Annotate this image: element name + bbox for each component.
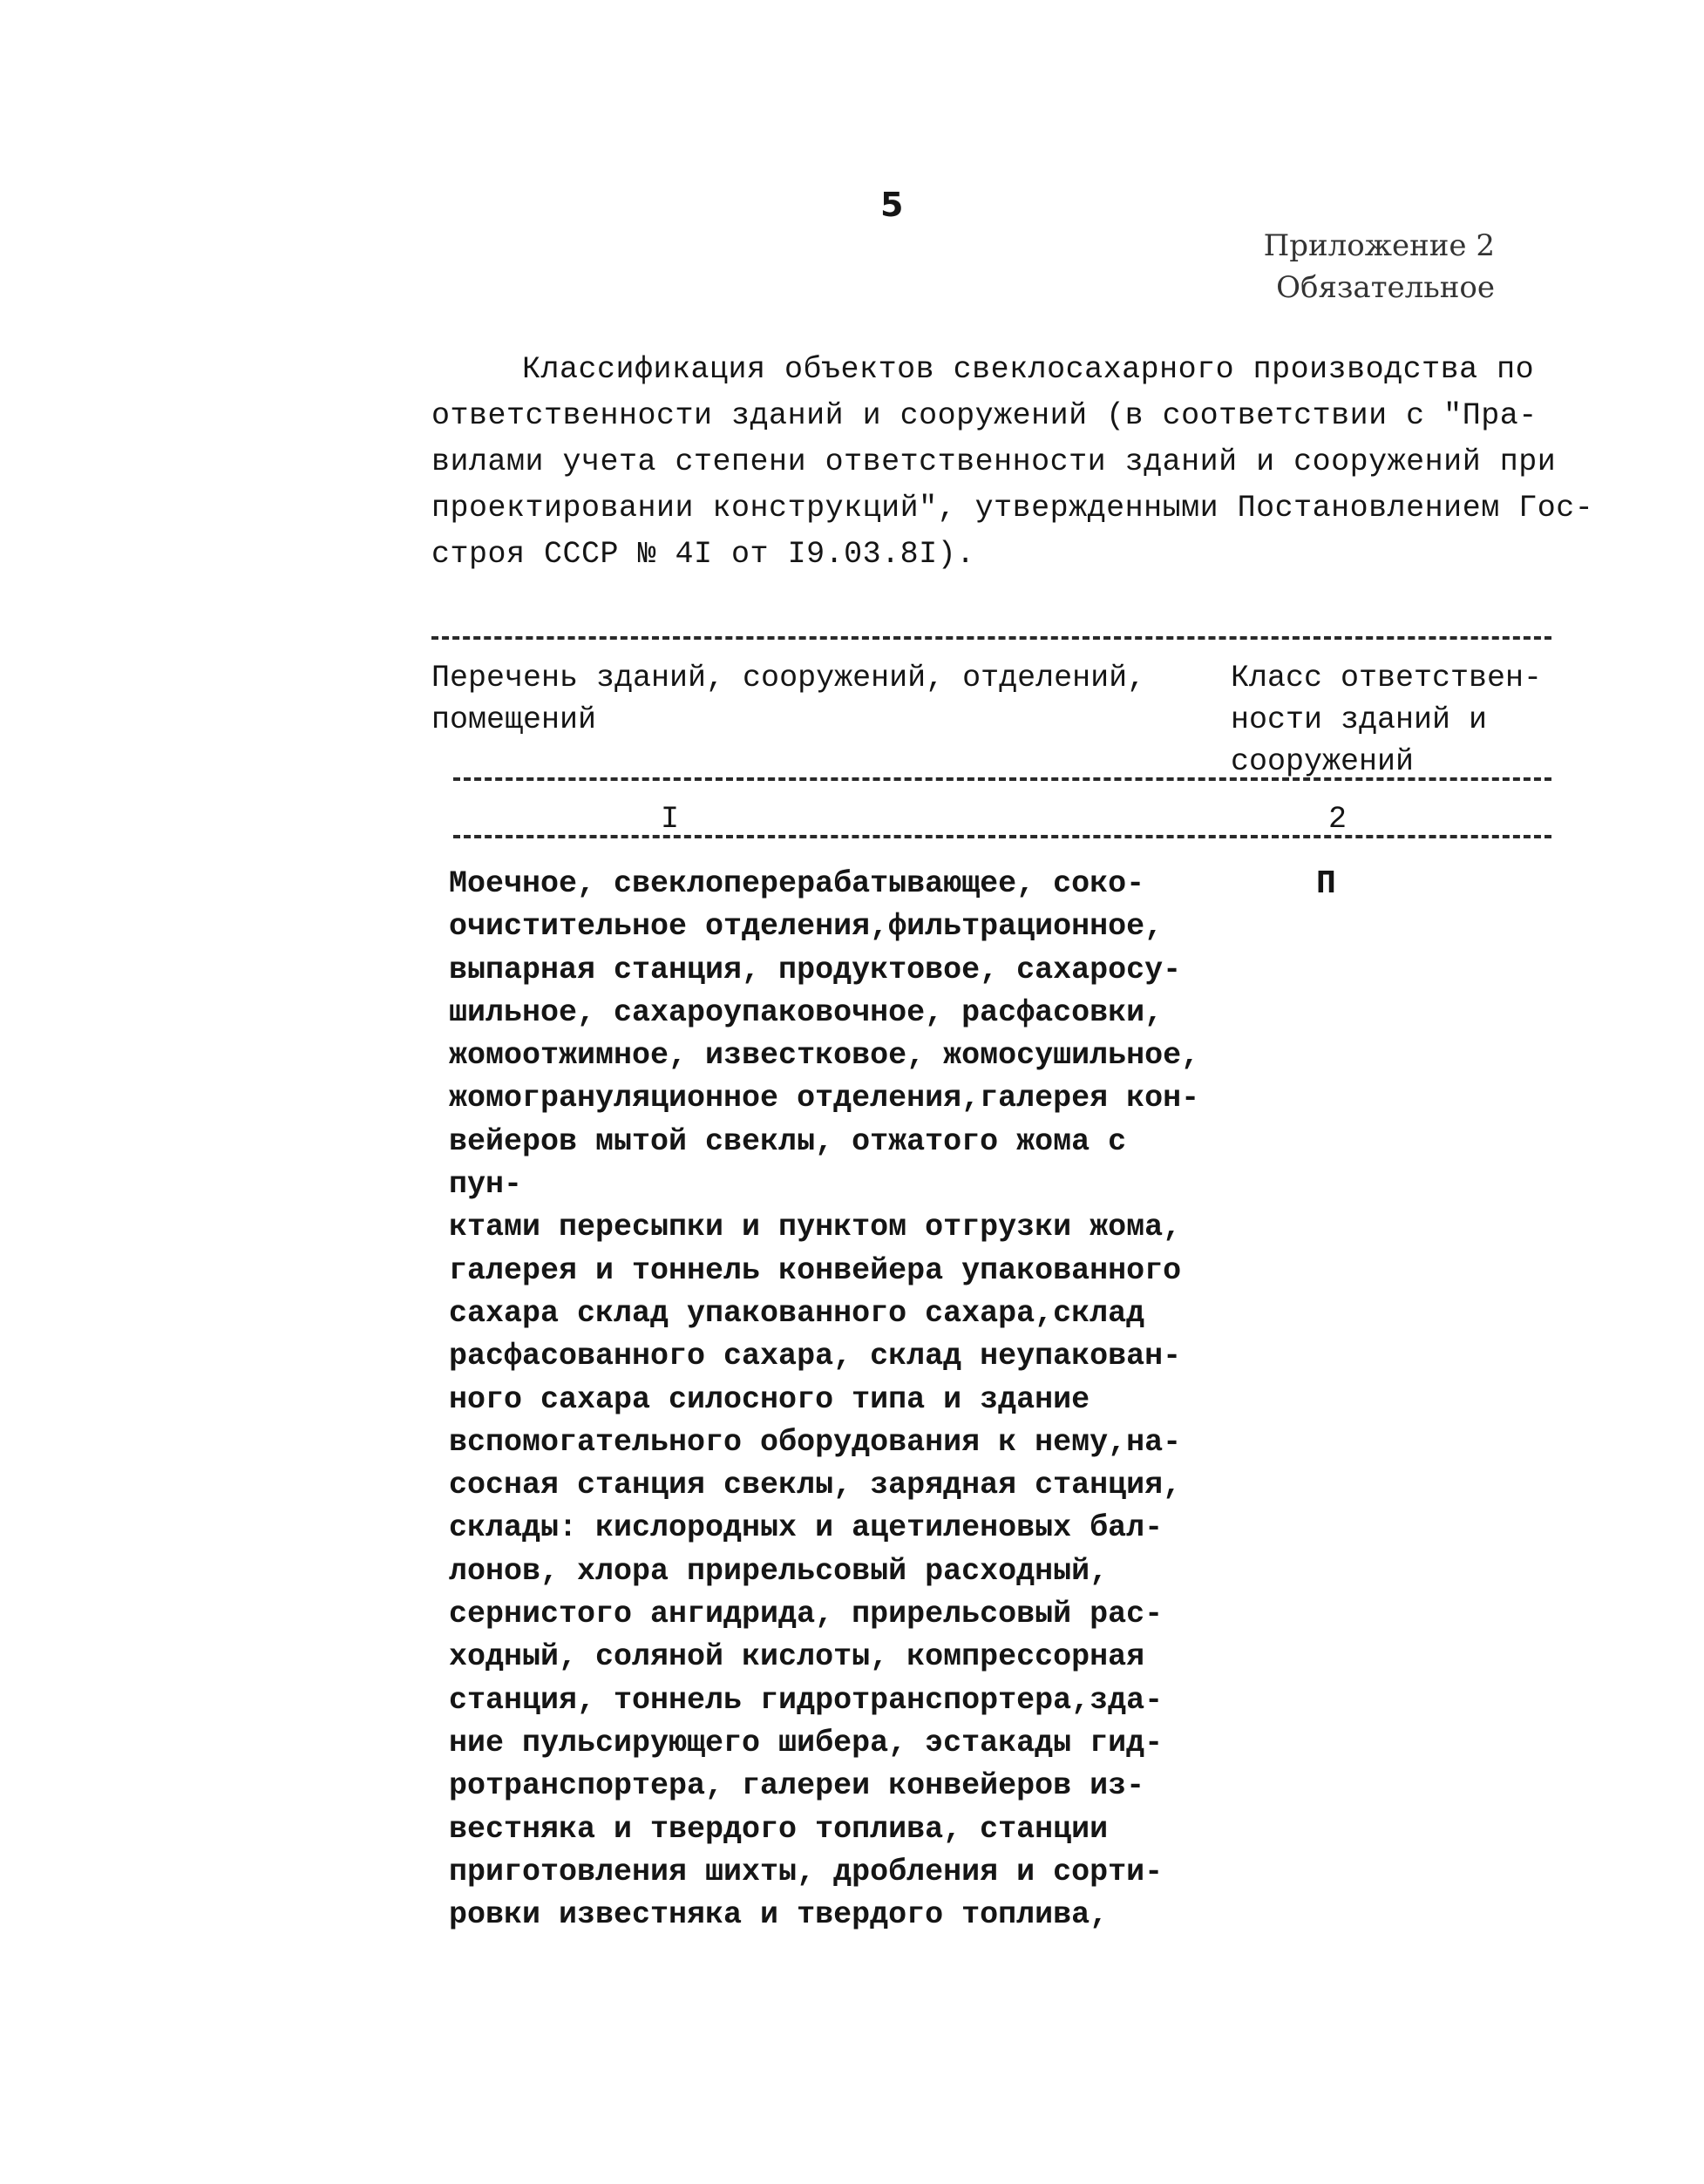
page-number: 5 bbox=[880, 186, 904, 224]
table-row-class: П bbox=[1316, 865, 1336, 903]
appendix-label: Приложение 2 bbox=[1263, 228, 1495, 263]
intro-line: проектировании конструкций", утвержденными Постановлением Гос- bbox=[431, 491, 1594, 526]
column-number-right: 2 bbox=[1328, 802, 1348, 837]
table-row-description: Моечное, свеклоперерабатывающее, соко- очистительное отделения,фильтрационное, выпарная станция, продуктовое, сахаросу- шильное, сахароупаковочное, расфасовки, жомоотжимное, известковое, жомосушильное, жомогрануляционное отделения,галерея кон- вейеров мытой свеклы, отжатого жома с пун- ктами пересыпки и пунктом отгрузки жома, галерея и тоннель конвейера упакованного сахара склад упакованного сахара,склад расфасованного сахара, склад неупакован- ного сахара силосного типа и здание вспомогательного оборудования к нему,на- сосная станция свеклы, зарядная станция, склады: кислородных и ацетиленовых бал- лонов, хлора прирельсовый расходный, сернистого ангидрида, прирельсовый рас- ходный, соляной кислоты, компрессорная станция, тоннель гидротранспортера,зда- ние пульсирующего шибера, эстакады гид- ротранспортера, галереи конвейеров из- вестняка и твердого топлива, станции приготовления шихты, дробления и сорти- ровки известняка и твердого топлива, bbox=[449, 866, 1200, 1933]
appendix-status: Обязательное bbox=[1276, 270, 1495, 305]
intro-line: строя СССР № 4I от I9.03.8I). bbox=[431, 537, 975, 572]
intro-paragraph bbox=[431, 347, 1599, 578]
table-header-class: Класс ответствен- ности зданий и сооружений bbox=[1231, 661, 1543, 779]
table-header-rule bbox=[453, 777, 1551, 781]
intro-line: ответственности зданий и сооружений (в соответствии с "Пра- bbox=[431, 398, 1538, 433]
appendix-block bbox=[1264, 225, 1495, 309]
table-header-list: Перечень зданий, сооружений, отделений, помещений bbox=[431, 661, 1146, 737]
intro-line: вилами учета степени ответственности зданий и сооружений при bbox=[431, 444, 1557, 479]
intro-line: Классификация объектов свеклосахарного производства по bbox=[522, 352, 1535, 387]
table-top-rule bbox=[431, 636, 1551, 640]
column-number-left: I bbox=[661, 802, 680, 837]
table-numbering-rule bbox=[453, 835, 1551, 838]
